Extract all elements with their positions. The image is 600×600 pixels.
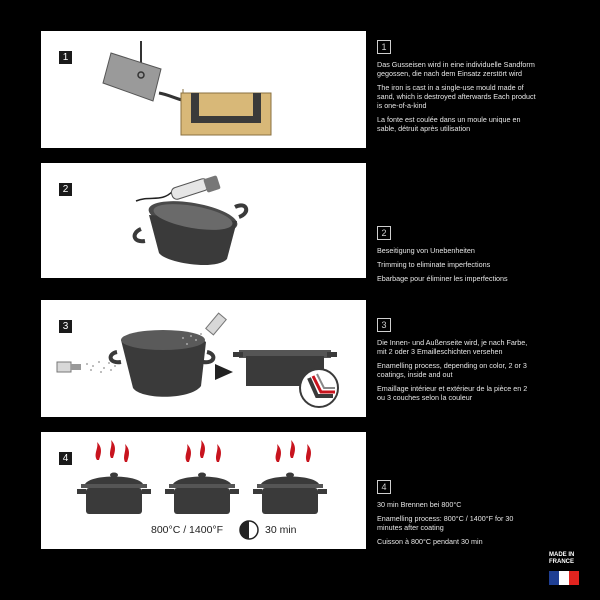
firing-duration: 30 min bbox=[265, 524, 297, 536]
french-flag-icon bbox=[549, 571, 579, 585]
flame-icon bbox=[276, 440, 311, 462]
sand-mould-icon bbox=[181, 89, 271, 135]
step-1-text-de: Das Gusseisen wird in eine individuelle Sandform gegossen, die nach dem Einsatz zerstört wird bbox=[377, 60, 535, 78]
enamelling-illustration bbox=[41, 300, 366, 417]
cocotte-icon bbox=[253, 473, 327, 515]
step-2-text-number: 2 bbox=[377, 226, 391, 240]
cocotte-icon bbox=[165, 473, 239, 515]
step-4-panel bbox=[41, 432, 366, 549]
trimming-illustration bbox=[41, 163, 366, 278]
step-3-text-en: Enamelling process, depending on color, 2 or 3 coatings, inside and out bbox=[377, 361, 527, 379]
spray-gun-left-icon bbox=[57, 362, 81, 372]
step-1-number: 1 bbox=[59, 51, 72, 64]
step-3-panel bbox=[41, 300, 366, 417]
step-4-number: 4 bbox=[59, 452, 72, 465]
pot-icon bbox=[135, 195, 247, 265]
timer-icon bbox=[240, 521, 258, 539]
made-in-line-1: MADE IN bbox=[549, 552, 575, 558]
step-2-text-fr: Ebarbage pour éliminer les imperfections bbox=[377, 274, 508, 283]
step-3-number: 3 bbox=[59, 320, 72, 333]
step-4-text bbox=[377, 480, 537, 551]
step-1-text-fr: La fonte est coulée dans un moule unique en sable, détruit après utilisation bbox=[377, 115, 521, 133]
firing-temperature: 800°C / 1400°F bbox=[151, 524, 224, 536]
step-3-text-fr: Emaillage intérieur et extérieur de la pièce en 2 ou 3 couches selon la couleur bbox=[377, 384, 528, 402]
flame-icon bbox=[186, 440, 221, 462]
arrow-icon bbox=[215, 364, 233, 380]
step-1-panel bbox=[41, 31, 366, 148]
made-in-line-2: FRANCE bbox=[549, 559, 574, 565]
step-1-text-en: The iron is cast in a single-use mould made of sand, which is destroyed afterwards Each product is one-of-a-kind bbox=[377, 83, 536, 110]
step-4-text-number: 4 bbox=[377, 480, 391, 494]
made-in-france-label bbox=[549, 552, 589, 566]
pot-icon bbox=[111, 330, 214, 397]
spray-mist-left bbox=[86, 361, 116, 373]
step-1-text-number: 1 bbox=[377, 40, 391, 54]
flame-icon bbox=[96, 440, 129, 462]
step-3-text bbox=[377, 318, 537, 407]
step-2-panel bbox=[41, 163, 366, 278]
step-4-text-fr: Cuisson à 800°C pendant 30 min bbox=[377, 537, 483, 546]
casting-illustration bbox=[41, 31, 366, 148]
step-3-text-number: 3 bbox=[377, 318, 391, 332]
grinder-icon bbox=[170, 175, 221, 200]
step-2-text-de: Beseitigung von Unebenheiten bbox=[377, 246, 475, 255]
cocotte-icon bbox=[77, 473, 151, 515]
step-2-text bbox=[377, 226, 537, 288]
step-4-text-en: Enamelling process: 800°C / 1400°F for 30 minutes after coating bbox=[377, 514, 514, 532]
enamel-layers-icon bbox=[300, 369, 338, 407]
grinder-cable bbox=[136, 191, 173, 201]
step-3-text-de: Die Innen- und Außenseite wird, je nach Farbe, mit 2 oder 3 Emailleschichten versehen bbox=[377, 338, 528, 356]
step-2-text-en: Trimming to eliminate imperfections bbox=[377, 260, 491, 269]
ladle-icon bbox=[103, 53, 161, 101]
step-2-number: 2 bbox=[59, 183, 72, 196]
step-4-text-de: 30 min Brennen bei 800°C bbox=[377, 500, 462, 509]
step-1-text bbox=[377, 40, 537, 138]
spray-gun-top-icon bbox=[206, 313, 227, 335]
